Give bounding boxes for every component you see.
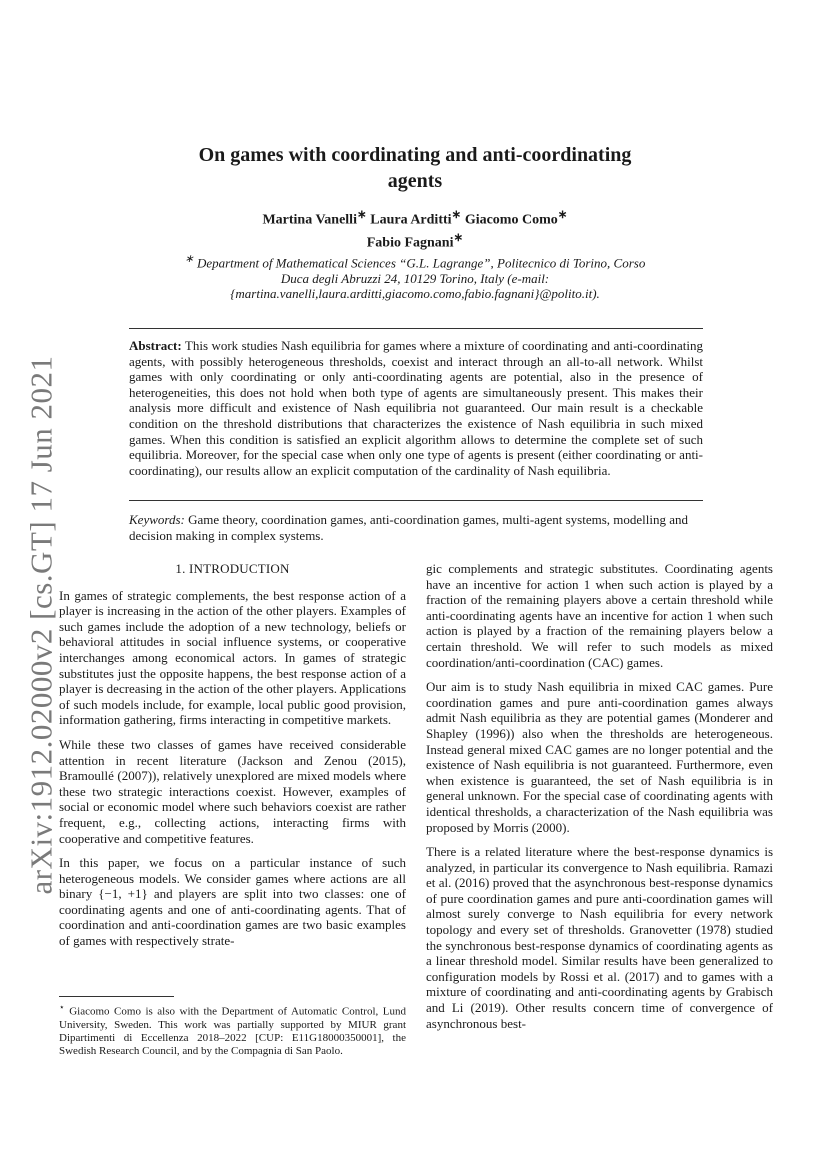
footnote-text: Giacomo Como is also with the Department of Automatic Control, Lund University, Sweden. This work was partially supported by MIUR grant Dipartimenti di Eccellenza 2018–2022 [CUP: E11G18000350001], the Swedish Research Council, and by the Compagnia di San Paolo. xyxy=(59,1005,406,1058)
abstract xyxy=(129,338,703,478)
abstract-top-rule xyxy=(129,328,703,329)
author-mark: ∗ xyxy=(557,208,568,221)
paragraph: In this paper, we focus on a particular instance of such heterogeneous models. We consider games where actions are all binary {−1, +1} and players are split into two classes: one of coordinating agents and one of anti-coordinating agents. That of coordination and anti-coordination games are two basic examples of games with respectively strate- xyxy=(59,855,406,949)
arxiv-identifier-text: arXiv:1912.02000v2 [cs.GT] 17 Jun 2021 xyxy=(24,355,59,895)
footnote xyxy=(59,1001,406,1058)
paragraph: There is a related literature where the best-response dynamics is analyzed, in particular its convergence to Nash equilibria. Ramazi et al. (2016) proved that the asynchronous best-response dynamics of pure coordination games and pure anti-coordination games will almost surely converge to Nash equilibria for every network topology and every set of thresholds. Granovetter (1978) studied the synchronous best-response dynamics of coordinating agents as a linear threshold model. Similar results have been generalized to configuration models by Rossi et al. (2017) and to games with a mixture of coordinating and anti-coordinating agents by Grabisch and Li (2019). Other results concern time of convergence of asynchronous best- xyxy=(426,844,773,1031)
author-list xyxy=(180,206,650,251)
keywords-label: Keywords: xyxy=(129,512,185,527)
author-mark: ∗ xyxy=(451,208,462,221)
affiliation-mark: ∗ xyxy=(184,253,194,265)
paragraph: While these two classes of games have received considerable attention in recent literature (Jackson and Zenou (2015), Bramoullé (2007)), relatively unexplored are mixed models where these two strategic interactions coexist. However, examples of social or economic model where such behaviors coexist are rather frequent, e.g., collecting actions, interacting firms with cooperative and competitive features. xyxy=(59,736,406,846)
author-name: Giacomo Como xyxy=(464,212,558,228)
paper-title: On games with coordinating and anti-coordinating agents xyxy=(198,144,632,192)
affiliation xyxy=(170,252,660,302)
keywords xyxy=(129,512,703,543)
left-column xyxy=(59,561,406,958)
author-name: Laura Arditti xyxy=(370,212,452,228)
arxiv-identifier xyxy=(22,355,62,895)
author-mark: ∗ xyxy=(356,208,367,221)
footnote-rule xyxy=(59,996,174,997)
footnote-mark: ⋆ xyxy=(59,1002,65,1012)
keywords-text: Game theory, coordination games, anti-coordination games, multi-agent systems, modelling and decision making in complex systems. xyxy=(129,512,689,543)
section-heading: 1. INTRODUCTION xyxy=(175,561,290,576)
paragraph: In games of strategic complements, the best response action of a player is increasing in the action of the other players. Examples of such games include the adoption of a new technology, beliefs or behavioral attitudes in social influence systems, or cooperative interchanges among economical actors. In games of strategic substitutes just the opposite happens, the best response action of a player is decreasing in the action of the other players. Applications of such models include, for example, local public good provision, information gathering, firms interacting in competitive markets. xyxy=(59,587,406,728)
abstract-text: This work studies Nash equilibria for games where a mixture of coordinating and anti-coordinating agents, with possibly heterogeneous thresholds, coexist and interact through an all-to-all network. Whilst games with only coordinating or only anti-coordinating agents are potential, also in the presence of heterogeneities, this does not hold when both type of agents are simultaneously present. This makes their analysis more difficult and existence of Nash equilibria not guaranteed. Our main result is a checkable condition on the threshold distributions that characterizes the existence of Nash equilibria in such mixed games. When this condition is satisfied an explicit algorithm allows to determine the complete set of such equilibria. Moreover, for the special case when only one type of agents is present (either coordinating or anti-coordinating), our results allow an explicit computation of the cardinality of Nash equilibria. xyxy=(129,338,703,478)
abstract-label: Abstract: xyxy=(129,338,182,353)
affiliation-text: Department of Mathematical Sciences “G.L. Lagrange”, Politecnico di Torino, Corso Duca degli Abruzzi 24, 10129 Torino, Italy (e-mail: {martina.vanelli,laura.arditti,giacomo.como,fabio.fagnani}@polito.it). xyxy=(196,255,646,302)
paragraph: Our aim is to study Nash equilibria in mixed CAC games. Pure coordination games and pure anti-coordination games always admit Nash equilibria as they are potential games (Monderer and Shapley (1996)) also when the thresholds are heterogeneous. Instead general mixed CAC games are no longer potential and the existence of Nash equilibria is not guaranteed. Furthermore, even when existence is guaranteed, the set of Nash equilibria is in general unknown. For the special case of coordinating agents with identical thresholds, a characterization of the Nash equilibria was proposed by Morris (2000). xyxy=(426,679,773,835)
right-column xyxy=(426,561,773,1040)
paragraph: gic complements and strategic substitutes. Coordinating agents have an incentive for action 1 when such action is played by a fraction of the remaining players above a certain threshold while anti-coordinating agents have an incentive for action 1 when such action is played by a fraction of the remaining players below a certain threshold. We will refer to such models as mixed coordination/anti-coordination (CAC) games. xyxy=(426,561,773,670)
author-mark: ∗ xyxy=(453,230,464,244)
author-name: Martina Vanelli xyxy=(262,212,357,228)
author-name: Fabio Fagnani xyxy=(366,235,454,251)
abstract-bottom-rule xyxy=(129,500,703,501)
